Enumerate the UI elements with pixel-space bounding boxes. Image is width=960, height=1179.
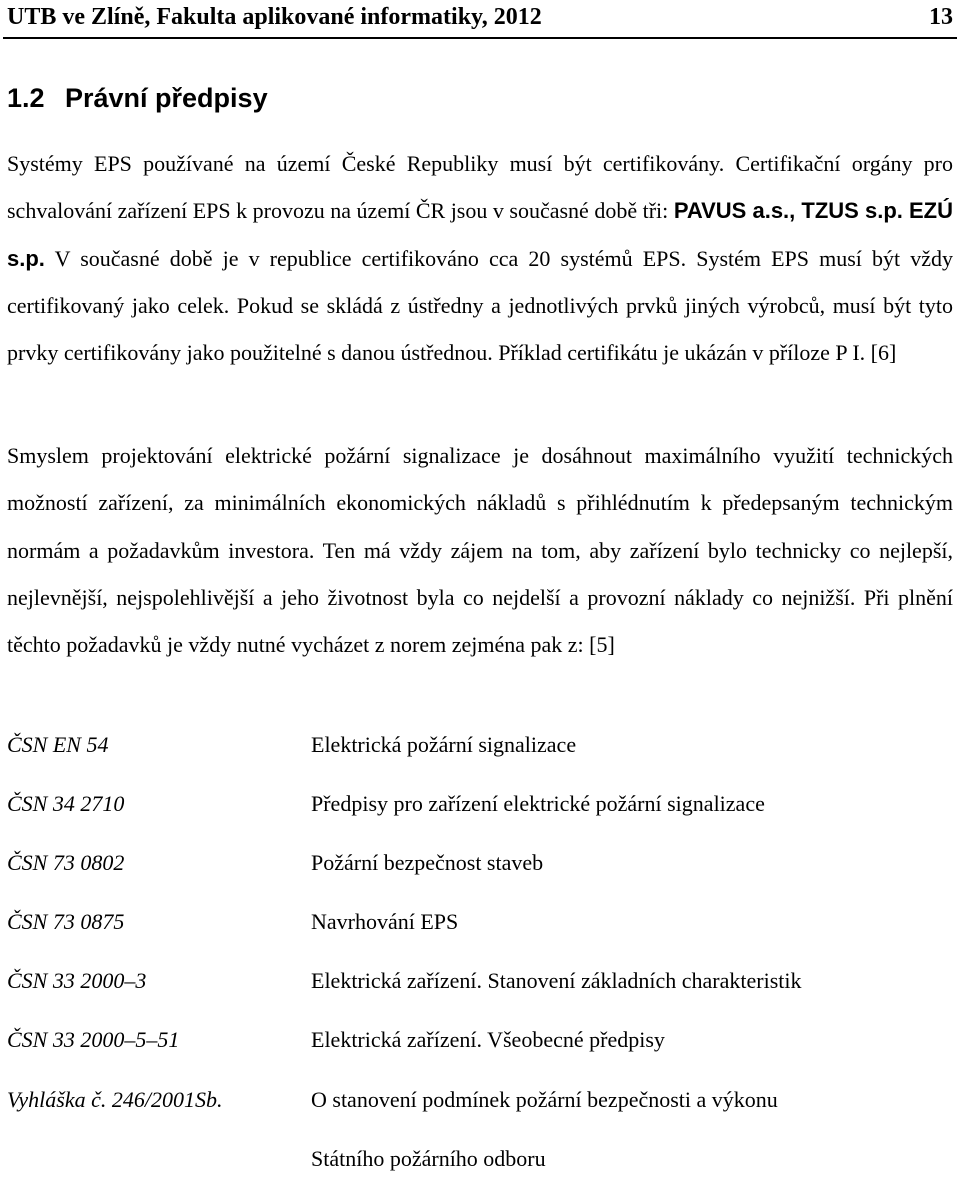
section-title: Právní předpisy [65, 83, 268, 113]
standard-description: Elektrická požární signalizace [311, 732, 577, 757]
paragraph-design-purpose: Smyslem projektování elektrické požární signalizace je dosáhnout maximálního využití technických možností zařízení, za minimálních ekonomických nákladů s přihlédnutím k předepsaným technickým normám a požadavkům investora. Ten má vždy zájem na tom, aby zařízení bylo technicky co nejlepší, nejlevnější, nejspolehlivější a jeho životnost byla co nejdelší a provozní náklady co nejnižší. Při plnění těchto požadavků je vždy nutné vycházet z norem zejména pak z: [5] [7, 443, 953, 658]
standard-row [7, 961, 953, 1001]
standard-code: ČSN 33 2000–3 [7, 968, 147, 993]
standard-code: ČSN 33 2000–5–51 [7, 1027, 180, 1052]
header-title: UTB ve Zlíně, Fakulta aplikované informatiky, 2012 [7, 4, 542, 30]
standard-description: Navrhování EPS [311, 909, 459, 934]
paragraph-intro: Systémy EPS používané na území České Republiky musí být certifikovány. Certifikační orgány pro schvalování zařízení EPS k provozu na území ČR jsou v současné době tři: [7, 151, 953, 224]
page-header [7, 0, 953, 34]
standard-code: ČSN EN 54 [7, 732, 109, 757]
section-number: 1.2 [7, 83, 45, 113]
page-number: 13 [929, 4, 953, 30]
standard-row [7, 1080, 953, 1120]
standard-code: Vyhláška č. 246/2001Sb. [7, 1087, 223, 1112]
standard-description: Elektrická zařízení. Všeobecné předpisy [311, 1027, 665, 1052]
standard-code: ČSN 34 2710 [7, 791, 125, 816]
standard-description: Požární bezpečnost staveb [311, 850, 544, 875]
header-divider [3, 37, 957, 39]
standard-row [7, 1020, 953, 1060]
standard-description: Předpisy pro zařízení elektrické požární signalizace [311, 791, 765, 816]
standard-row [7, 1139, 953, 1179]
standard-row [7, 725, 953, 765]
paragraph-certification [7, 140, 953, 376]
standard-description: O stanovení podmínek požární bezpečnosti a výkonu [311, 1087, 778, 1112]
standard-description: Státního požárního odboru [311, 1146, 546, 1171]
certification-bodies: PAVUS a.s., TZUS s.p. EZÚ s.p. [7, 198, 954, 271]
paragraph-rest: V současné době je v republice certifikováno cca 20 systémů EPS. Systém EPS musí být vždy certifikovaný jako celek. Pokud se skládá z ústředny a jednotlivých prvků jiných výrobců, musí být tyto prvky certifikovány jako použitelné s danou ústřednou. Příklad certifikátu je ukázán v příloze P I. [6] [7, 245, 953, 366]
standard-code: ČSN 73 0875 [7, 909, 125, 934]
standard-row [7, 843, 953, 883]
standard-description: Elektrická zařízení. Stanovení základních charakteristik [311, 968, 802, 993]
standard-row [7, 784, 953, 824]
section-heading [7, 80, 268, 116]
standard-code: ČSN 73 0802 [7, 850, 125, 875]
standard-row [7, 902, 953, 942]
